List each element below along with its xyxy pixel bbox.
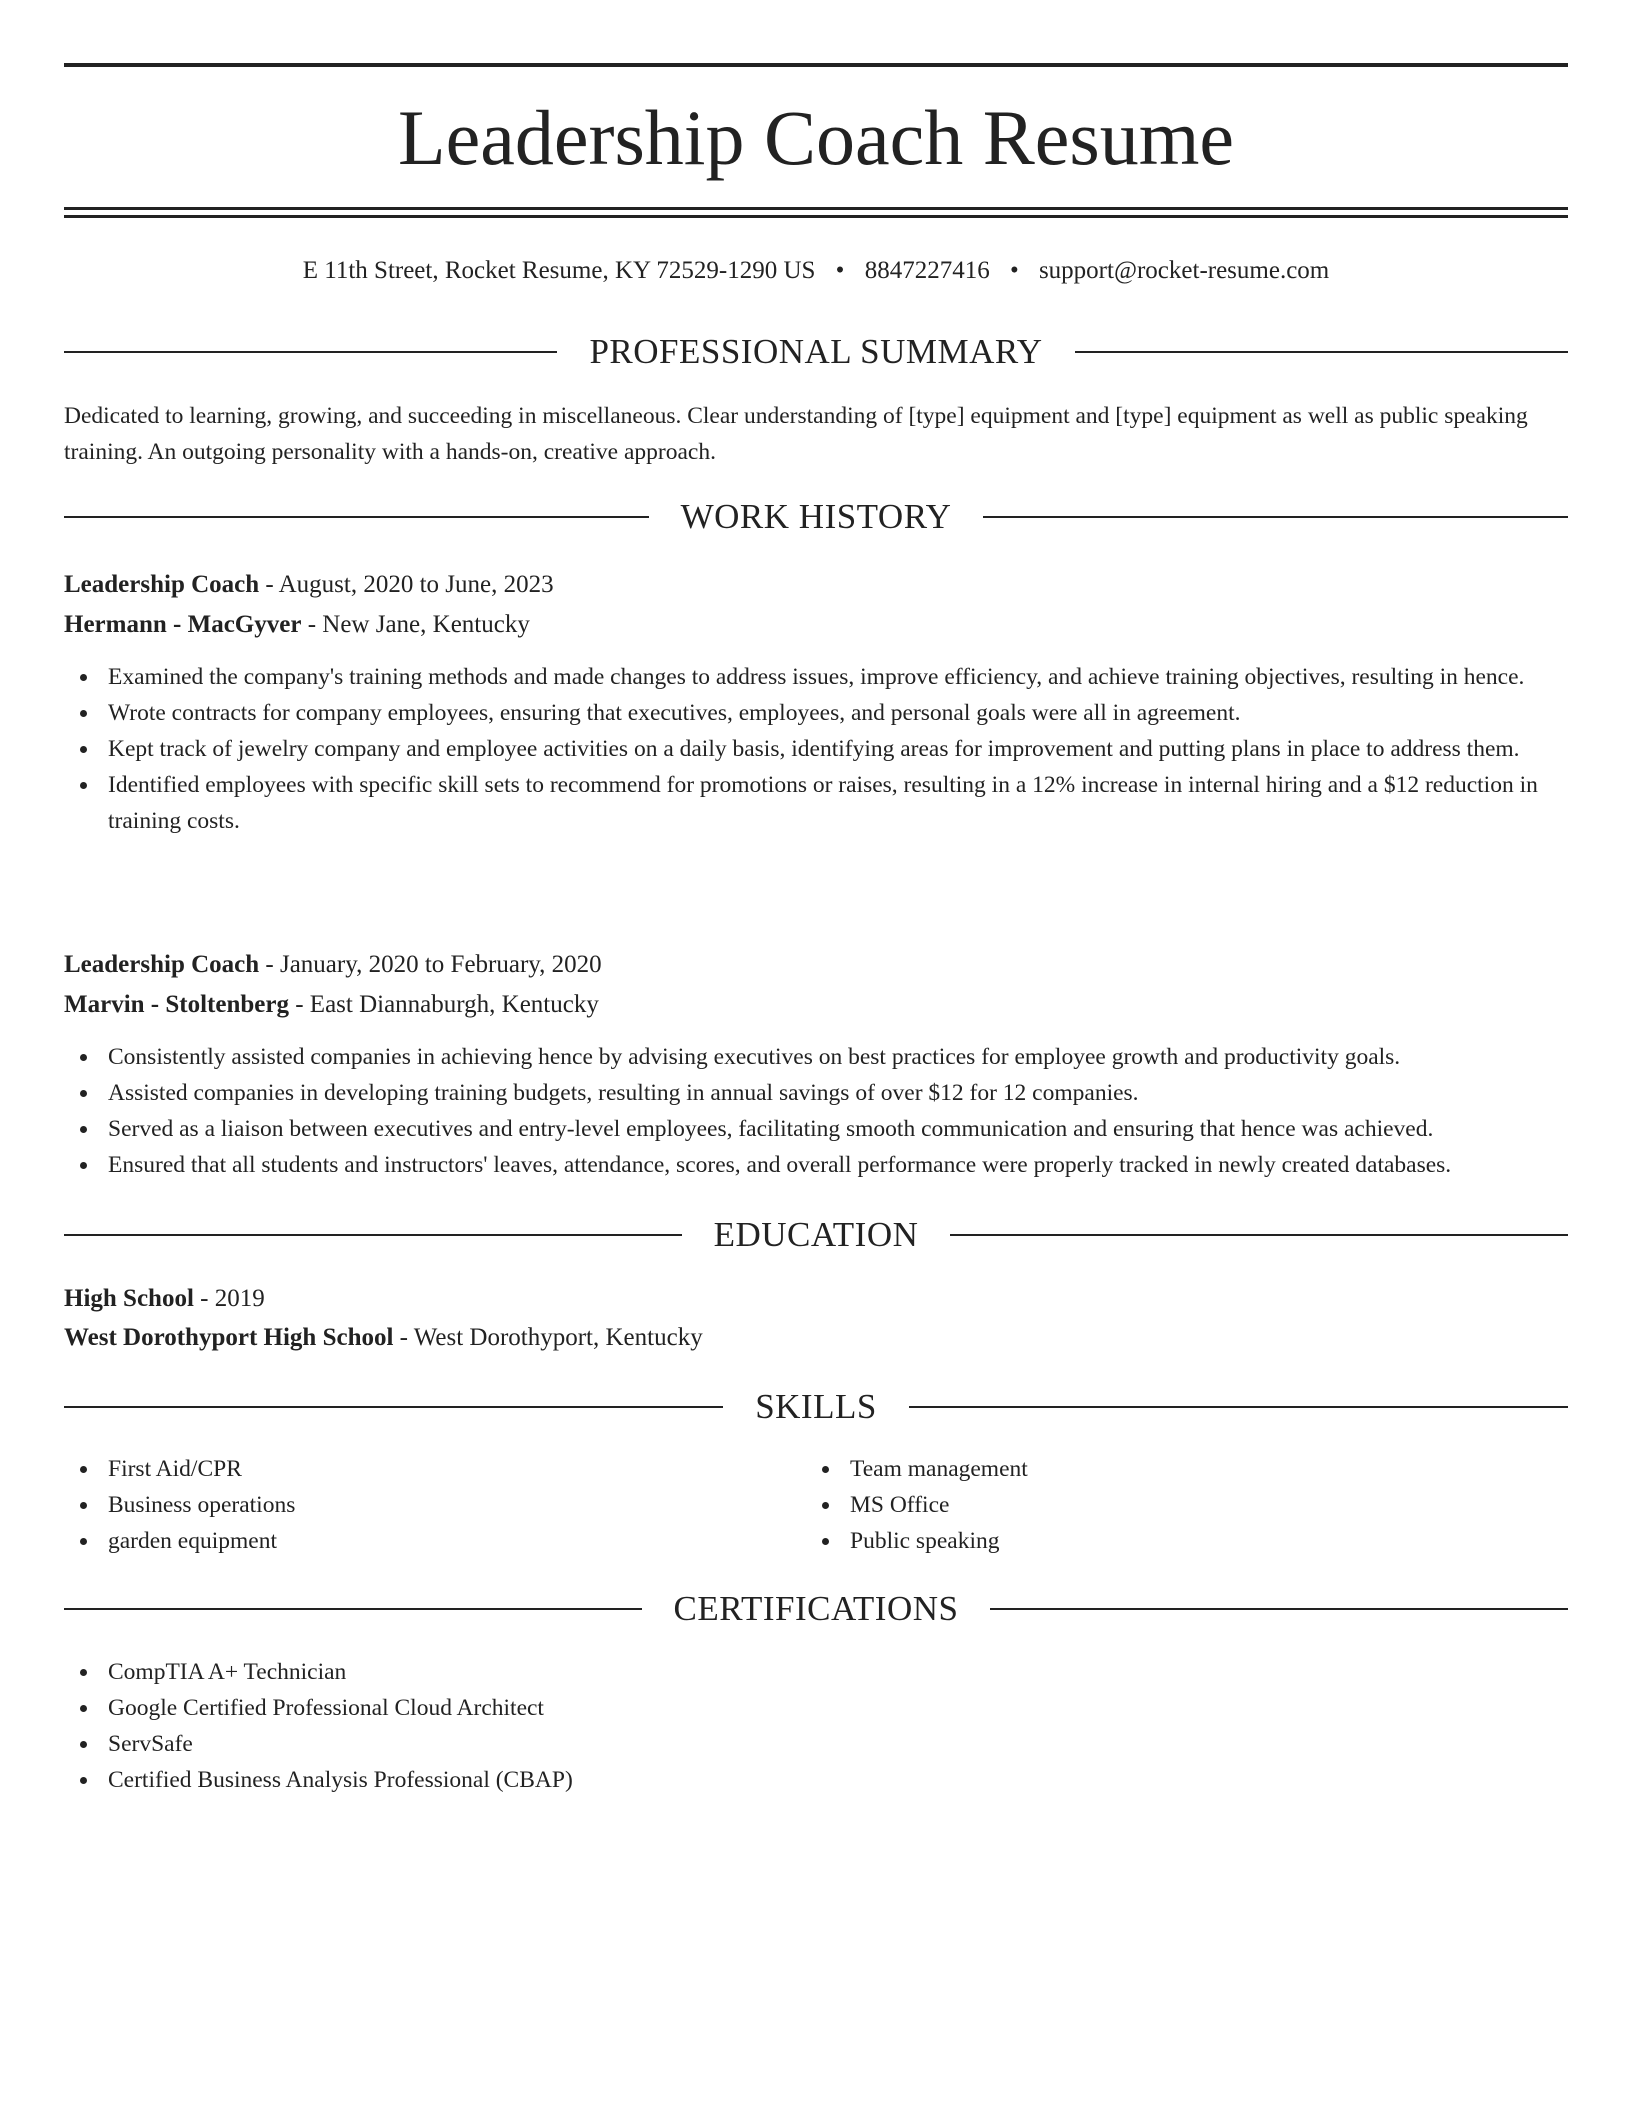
section-title-certifications: CERTIFICATIONS [673,1589,959,1628]
job-location: - New Jane, Kentucky [307,611,530,638]
job-title: Leadership Coach [64,951,260,978]
list-item: Served as a liaison between executives and entry-level employees, facilitating smooth communication and ensuring that hence was achieved. [64,1111,1568,1147]
header-double-rule-upper [64,207,1568,210]
job-company-line [64,605,1568,645]
education-degree-line [64,1279,1568,1319]
job-title-line [64,945,1568,985]
section-rule-left [64,1608,642,1610]
education-school: West Dorothyport High School [64,1324,394,1351]
section-rule-right [990,1608,1568,1610]
section-title-summary: PROFESSIONAL SUMMARY [589,332,1043,371]
header-double-rule-lower [64,215,1568,218]
skill-item: Public speaking [806,1523,1632,1559]
section-title-work: WORK HISTORY [680,497,952,536]
section-rule-right [909,1406,1568,1408]
contact-email: support@rocket-resume.com [1038,257,1330,284]
certification-item: ServSafe [64,1726,1568,1762]
list-item: Assisted companies in developing training budgets, resulting in annual savings of over $12 for 12 companies. [64,1075,1568,1111]
skill-item: MS Office [806,1487,1632,1523]
contact-separator: • [1009,257,1019,284]
summary-text: Dedicated to learning, growing, and succeeding in miscellaneous. Clear understanding of [type] equipment and [type] equipment as well as public speaking training. An outgoing personality with a hands-on, creative approach. [64,403,1528,465]
section-header-work [64,495,1568,539]
contact-phone: 8847227416 [864,257,990,284]
certification-item: Google Certified Professional Cloud Architect [64,1690,1568,1726]
list-item: Kept track of jewelry company and employee activities on a daily basis, identifying areas for improvement and putting plans in place to address them. [64,731,1568,767]
section-rule-left [64,1234,682,1236]
job-title: Leadership Coach [64,571,260,598]
job-company: Hermann - MacGyver [64,611,302,638]
section-rule-left [64,1406,723,1408]
skill-item: garden equipment [64,1523,1568,1559]
job-company: Marvin - Stoltenberg [64,991,289,1018]
education-year: - 2019 [200,1285,265,1312]
list-item: Consistently assisted companies in achieving hence by advising executives on best practices for employee growth and productivity goals. [64,1039,1568,1075]
education-location: - West Dorothyport, Kentucky [399,1324,703,1351]
section-rule-right [983,516,1568,518]
section-rule-right [1075,351,1568,353]
job-dates: - January, 2020 to February, 2020 [265,951,602,978]
list-item: Identified employees with specific skill sets to recommend for promotions or raises, resulting in a 12% increase in internal hiring and a $12 reduction in training costs. [64,767,1568,839]
section-rule-right [950,1234,1568,1236]
skill-item: Team management [806,1451,1632,1487]
certification-item: CompTIA A+ Technician [64,1654,1568,1690]
certification-item: Certified Business Analysis Professional (CBAP) [64,1762,1568,1798]
section-header-certifications [64,1587,1568,1631]
job-dates: - August, 2020 to June, 2023 [265,571,554,598]
skills-list-right [806,1451,1632,1559]
list-item: Wrote contracts for company employees, ensuring that executives, employees, and personal goals were all in agreement. [64,695,1568,731]
contact-line [64,254,1568,288]
section-title-education: EDUCATION [713,1215,919,1254]
education-degree: High School [64,1285,194,1312]
section-rule-left [64,351,557,353]
section-header-summary [64,330,1568,374]
skill-item: Business operations [64,1487,1568,1523]
job-location: - East Diannaburgh, Kentucky [295,991,599,1018]
section-rule-left [64,516,649,518]
section-header-education [64,1213,1568,1257]
job-title-line [64,565,1568,605]
list-item: Ensured that all students and instructors' leaves, attendance, scores, and overall performance were properly tracked in newly created databases. [64,1147,1568,1183]
education-school-line [64,1318,1568,1358]
page-title: Leadership Coach Resume [397,94,1235,181]
header-top-rule [64,63,1568,67]
certifications-list [64,1654,1568,1798]
job-company-line [64,985,1568,1025]
contact-address: E 11th Street, Rocket Resume, KY 72529-1290 US [302,257,816,284]
skill-item: First Aid/CPR [64,1451,1568,1487]
section-title-skills: SKILLS [755,1387,877,1426]
contact-separator: • [835,257,845,284]
list-item: Examined the company's training methods and made changes to address issues, improve efficiency, and achieve training objectives, resulting in hence. [64,659,1568,695]
job-bullets [64,1039,1568,1183]
section-header-skills [64,1385,1568,1429]
job-bullets [64,659,1568,839]
